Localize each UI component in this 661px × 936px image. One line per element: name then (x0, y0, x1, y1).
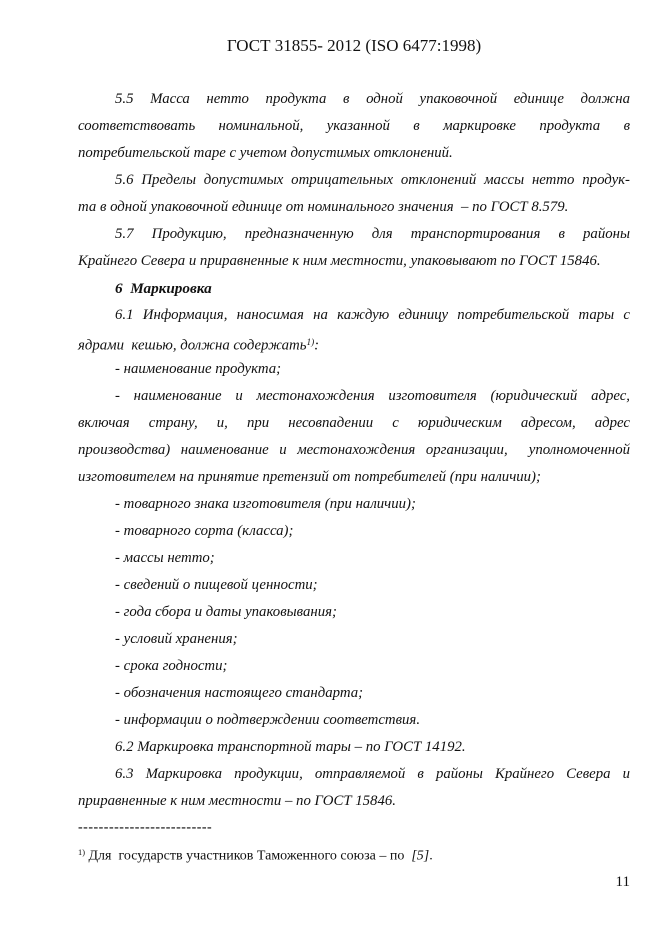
text-line: потребительской таре с учетом допустимых отклонений. (78, 145, 453, 161)
text-line: 5.7 Продукцию, предназначенную для транспортирования в районы (115, 226, 630, 242)
text-line: - года сбора и даты упаковывания; (115, 604, 337, 620)
text-line: - наименование и местонахождения изготовителя (юридический адрес, (115, 388, 630, 404)
document-header: ГОСТ 31855- 2012 (ISO 6477:1998) (226, 36, 482, 55)
text-line: производства) наименование и местонахождения организации, уполномоченной (78, 442, 630, 458)
text-line: 6.1 Информация, наносимая на каждую единицу потребительской тары с (115, 307, 630, 323)
text-line: - массы нетто; (115, 550, 215, 566)
text-line: 6.3 Маркировка продукции, отправляемой в районы Крайнего Севера и (115, 766, 630, 782)
page-number: 11 (615, 874, 630, 890)
text-line: изготовителем на принятие претензий от потребителей (при наличии); (78, 469, 541, 485)
footnote: $^{1)}$ Для государств участников Таможенного союза – по [5]. (78, 848, 433, 864)
text-line: - товарного сорта (класса); (115, 523, 294, 539)
text-line: - наименование продукта; (115, 361, 282, 377)
text-line: - обозначения настоящего стандарта; (115, 685, 364, 701)
text-line: та в одной упаковочной единице от номинального значения – по ГОСТ 8.579. (78, 199, 569, 215)
text-line: приравненные к ним местности – по ГОСТ 15846. (78, 793, 396, 809)
footnote-separator: -------------------------- (78, 820, 213, 835)
document-body (78, 86, 630, 815)
footnote-reference-mark: 1) (306, 337, 315, 347)
text-line: - товарного знака изготовителя (при наличии); (115, 496, 416, 512)
footnote-area (78, 818, 630, 866)
text-line: соответствовать номинальной, указанной в маркировке продукта в (78, 118, 630, 134)
section-heading: 6 Маркировка (115, 280, 212, 297)
text-line: 5.5 Масса нетто продукта в одной упаковочной единице должна (115, 91, 630, 107)
text-line: 5.6 Пределы допустимых отрицательных отклонений массы нетто продук- (115, 172, 630, 188)
text-line: Крайнего Севера и приравненные к ним местности, упаковывают по ГОСТ 15846. (78, 253, 601, 269)
text-line: включая страну, и, при несовпадении с юридическим адресом, адрес (78, 415, 630, 431)
text-line: - срока годности; (115, 658, 228, 674)
text-line: 6.2 Маркировка транспортной тары – по ГОСТ 14192. (115, 739, 466, 755)
text-line: - информации о подтверждении соответствия. (115, 712, 421, 728)
text-line: - условий хранения; (115, 631, 238, 647)
bibliography-reference: [5] (411, 848, 430, 864)
text-line: - сведений о пищевой ценности; (115, 577, 318, 593)
text-line: ядрами кешью, должна содержать$^{1)}$: (78, 337, 320, 354)
footnote-mark: 1) (78, 848, 85, 857)
